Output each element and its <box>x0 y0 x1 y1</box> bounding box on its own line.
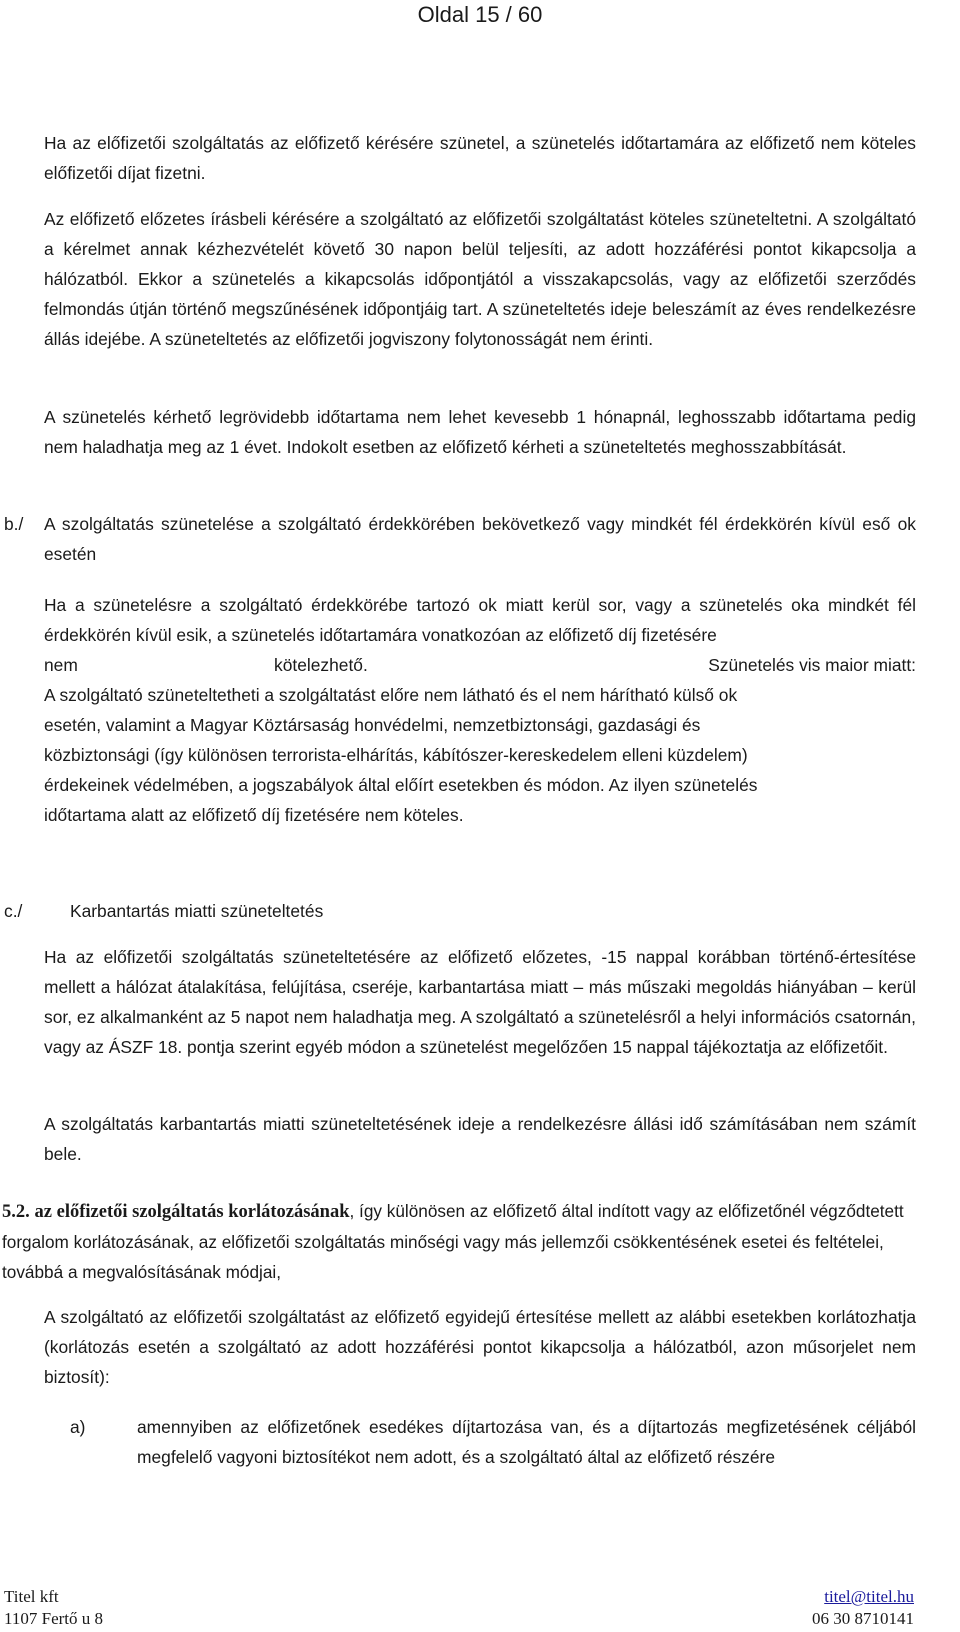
paragraph-suspension-duration: A szünetelés kérhető legrövidebb időtartama nem lehet kevesebb 1 hónapnál, leghosszabb időtartama pedig nem haladhatja meg az 1 évet. Indokolt esetben az előfizető kérheti a szüneteltetés meghosszabbítását. <box>44 407 916 457</box>
text-kotelezheto: kötelezhető. <box>274 655 368 675</box>
footer-email-link[interactable]: titel@titel.hu <box>824 1587 914 1606</box>
paragraph-maintenance: Ha az előfizetői szolgáltatás szüneteltetésére az előfizető előzetes, -15 nappal korábban történő-értesítése mellett a hálózat átalakítása, felújítása, cseréje, karbantartása miatt – más műszaki megoldás hiányában – kerül sor, ez alkalmanként az 5 napot nem haladhatja meg. A szolgáltató a szünetelésről a helyi információs csatornán, vagy az ÁSZF 18. pontja szerint egyéb módon a szünetelést megelőzően 15 nappal tájékoztatja az előfizetőit. <box>44 947 916 1057</box>
section-c-label: c./ <box>4 901 23 921</box>
section-5-2 <box>2 1196 916 1287</box>
vis-maior-line-4: érdekeinek védelmében, a jogszabályok által előírt esetekben és módon. Az ilyen szünetelés <box>44 775 758 795</box>
section-5-2-title: az előfizetői szolgáltatás korlátozásának <box>34 1202 350 1222</box>
footer-email-wrap <box>824 1586 914 1608</box>
paragraph-provider-fault-tail <box>44 650 916 680</box>
footer-address: 1107 Fertő u 8 <box>4 1609 104 1628</box>
footer-company: Titel kft <box>4 1587 59 1606</box>
text-vis-maior-heading: Szünetelés vis maior miatt: <box>708 655 916 675</box>
paragraph-provider-fault: Ha a szünetelésre a szolgáltató érdekkörébe tartozó ok miatt kerül sor, vagy a szünetelés oka mindkét fél érdekkörén kívül esik, a szünetelés időtartamára vonatkozóan az előfizető díj fizetésére <box>44 595 916 645</box>
item-a-text: amennyiben az előfizetőnek esedékes díjtartozása van, és a díjtartozás megfizetésének céljából megfelelő vagyoni biztosítékot nem adott, és a szolgáltató által az előfizető részére <box>137 1417 916 1467</box>
paragraph-vis-maior <box>44 680 916 830</box>
section-5-2-number: 5.2. <box>2 1202 30 1222</box>
vis-maior-line-3: közbiztonsági (így különösen terrorista-elhárítás, kábítószer-kereskedelem elleni küzdelem) <box>44 745 748 765</box>
text-nem: nem <box>44 655 78 675</box>
section-c-heading: Karbantartás miatti szüneteltetés <box>70 901 324 921</box>
section-5-2-text: , így különösen az előfizető által indított vagy az előfizetőnél végződtetett forgalom korlátozásának, az előfizetői szolgáltatás minőségi vagy más jellemzői csökkentésének esetei és feltételei, továbbá a megvalósításának módjai, <box>2 1201 904 1282</box>
paragraph-maintenance-availability: A szolgáltatás karbantartás miatti szüneteltetésének ideje a rendelkezésre állási idő számításában nem számít bele. <box>44 1114 916 1164</box>
vis-maior-line-2: esetén, valamint a Magyar Köztársaság honvédelmi, nemzetbiztonsági, gazdasági és <box>44 715 701 735</box>
page-number: Oldal 15 / 60 <box>417 2 543 27</box>
vis-maior-line-5: időtartama alatt az előfizető díj fizetésére nem köteles. <box>44 805 464 825</box>
paragraph-suspension-fee: Ha az előfizetői szolgáltatás az előfizető kérésére szünetel, a szünetelés időtartamára az előfizető nem köteles előfizetői díjat fizetni. <box>44 133 916 183</box>
section-b-heading: A szolgáltatás szünetelése a szolgáltató érdekkörében bekövetkező vagy mindkét fél érdekkörén kívül eső ok esetén <box>44 514 916 564</box>
vis-maior-line-1: A szolgáltató szüneteltetheti a szolgáltatást előre nem látható és el nem hárítható külső ok <box>44 685 738 705</box>
item-a-label: a) <box>70 1417 86 1437</box>
footer-phone: 06 30 8710141 <box>812 1609 914 1628</box>
section-b-label: b./ <box>4 514 24 534</box>
paragraph-restriction: A szolgáltató az előfizetői szolgáltatást az előfizető egyidejű értesítése mellett az alábbi esetekben korlátozhatja (korlátozás esetén a szolgáltató az adott hozzáférési pontot kikapcsolja a hálózatból, azon műsorjelet nem biztosít): <box>44 1307 916 1387</box>
paragraph-suspension-request: Az előfizető előzetes írásbeli kérésére a szolgáltató az előfizetői szolgáltatást köteles szüneteltetni. A szolgáltató a kérelmet annak kézhezvételét követő 30 napon belül teljesíti, az adott hozzáférési pontot kikapcsolja a hálózatból. Ekkor a szünetelés a kikapcsolás időpontjától a visszakapcsolás, vagy az előfizetői szerződés felmondás útján történő megszűnésének időpontjáig tart. A szüneteltetés ideje beleszámít az éves rendelkezésre állás idejébe. A szüneteltetés az előfizetői jogviszony folytonosságát nem érinti. <box>44 209 916 349</box>
